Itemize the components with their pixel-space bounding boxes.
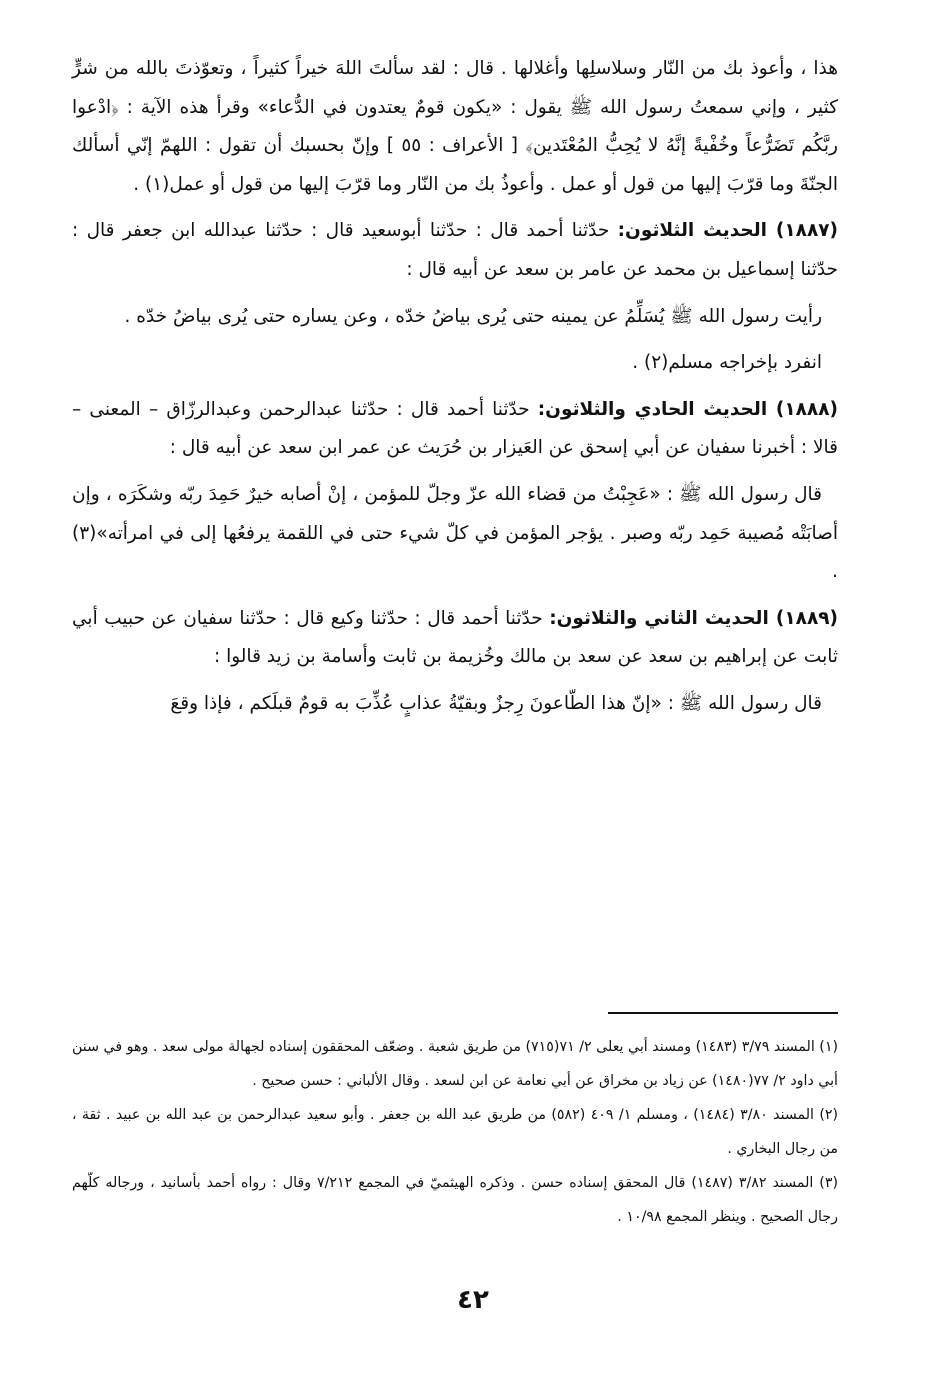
hadith-30-matn: رأيت رسول الله ﷺ يُسَلِّمُ عن يمينه حتى يُرى بياضُ خدّه ، وعن يساره حتى يُرى بياضُ خدّه . [124,305,822,327]
main-text [72,50,838,732]
hadith-32-chain: حدّثنا أحمد قال : حدّثنا وكيع قال : حدّثنا سفيان عن حبيب أبي ثابت عن إبراهيم بن سعد عن سعد بن مالك وخُزيمة بن ثابت وأسامة بن زيد قالوا : [72,607,838,668]
hadith-30-chain: حدّثنا أحمد قال : حدّثنا أبوسعيد قال : حدّثنا عبدالله ابن جعفر قال : حدّثنا إسماعيل بن محمد عن عامر بن سعد عن أبيه قال : [72,220,838,280]
hadith-32-heading: (١٨٨٩) الحديث الثاني والثلاثون: [549,607,839,629]
hadith-31-chain: حدّثنا أحمد قال : حدّثنا عبدالرحمن وعبدالرزّاق – المعنى – قالا : أخبرنا سفيان عن أبي إسحق عن العَيزار بن حُرَيث عن عمر ابن سعد عن أبيه قال : [72,398,838,459]
paragraph-continuation: هذا ، وأعوذ بك من النّار وسلاسلِها وأغلالها . قال : لقد سألتَ اللهَ خيراً كثيراً ، وتعوّذتَ بالله من شرٍّ كثير ، وإني سمعتُ رسول الله ﷺ يقول : «يكون قومٌ يعتدون في الدُّعاء» وقرأ هذه الآية : ﴿ادْعوا ربَّكُم تَضَرُّعاً وخُفْيةً إنَّهُ لا يُحِبُّ المُعْتَدين﴾ [ الأعراف : ٥٥ ] وإنّ بحسبك أن تقول : اللهمّ إنّي أسألك الجنّةَ وما قرّبَ إليها من قول أو عمل . وأعوذُ بك من النّار وما قرّبَ إليها من قول أو عمل(١) . [72,58,838,195]
hadith-31-matn: قال رسول الله ﷺ : «عَجِبْتُ من قضاء الله عزّ وجلّ للمؤمن ، إنْ أصابه خيرٌ حَمِدَ ربّه وشكَرَه ، وإن أصابَتْه مُصيبة حَمِد ربّه وصبر . يؤجر المؤمن في كلّ شيء حتى في اللقمة يرفعُها إلى في امرأته»(٣) . [72,483,838,583]
hadith-32-isnad [72,600,838,677]
hadith-32-matn: قال رسول الله ﷺ : «إنّ هذا الطّاعونَ رِجزٌ وبقيّةُ عذابٍ عُذِّبَ به قومٌ قبلَكم ، فإذا وقعَ [170,692,822,714]
hadith-30-isnad [72,212,838,289]
footnote-divider [608,1012,838,1014]
hadith-31-heading: (١٨٨٨) الحديث الحادي والثلاثون: [537,398,838,420]
footnote-1: (١) المسند ٣/٧٩ (١٤٨٣) ومسند أبي يعلى ٢/ ٧١(٧١٥) من طريق شعبة . وضعّف المحققون إسناده لجهالة مولى سعد . وهو في سنن أبي داود ٢/ ٧٧(١٤٨٠) عن زياد بن مخراق عن أبي نعامة عن ابن لسعد . وقال الألباني : حسن صحيح . [72,1039,839,1089]
hadith-31-isnad [72,391,838,468]
hadith-30-source: انفرد بإخراجه مسلم(٢) . [632,352,822,374]
hadith-30-heading: (١٨٨٧) الحديث الثلاثون: [617,220,838,242]
page-number: ٤٢ [457,1285,489,1315]
footnotes [72,1030,838,1234]
footnote-3: (٣) المسند ٣/٨٢ (١٤٨٧) قال المحقق إسناده حسن . وذكره الهيثميّ في المجمع ٧/٢١٢ وقال : رواه أحمد بأسانيد ، ورجاله كلّهم رجال الصحيح . وينظر المجمع ١٠/٩٨ . [72,1175,838,1225]
footnote-2: (٢) المسند ٣/٨٠ (١٤٨٤) ، ومسلم ١/ ٤٠٩ (٥٨٢) من طريق عبد الله بن جعفر . وأبو سعيد عبدالرحمن بن عبد الله بن عبيد . ثقة ، من رجال البخاري . [72,1107,839,1157]
